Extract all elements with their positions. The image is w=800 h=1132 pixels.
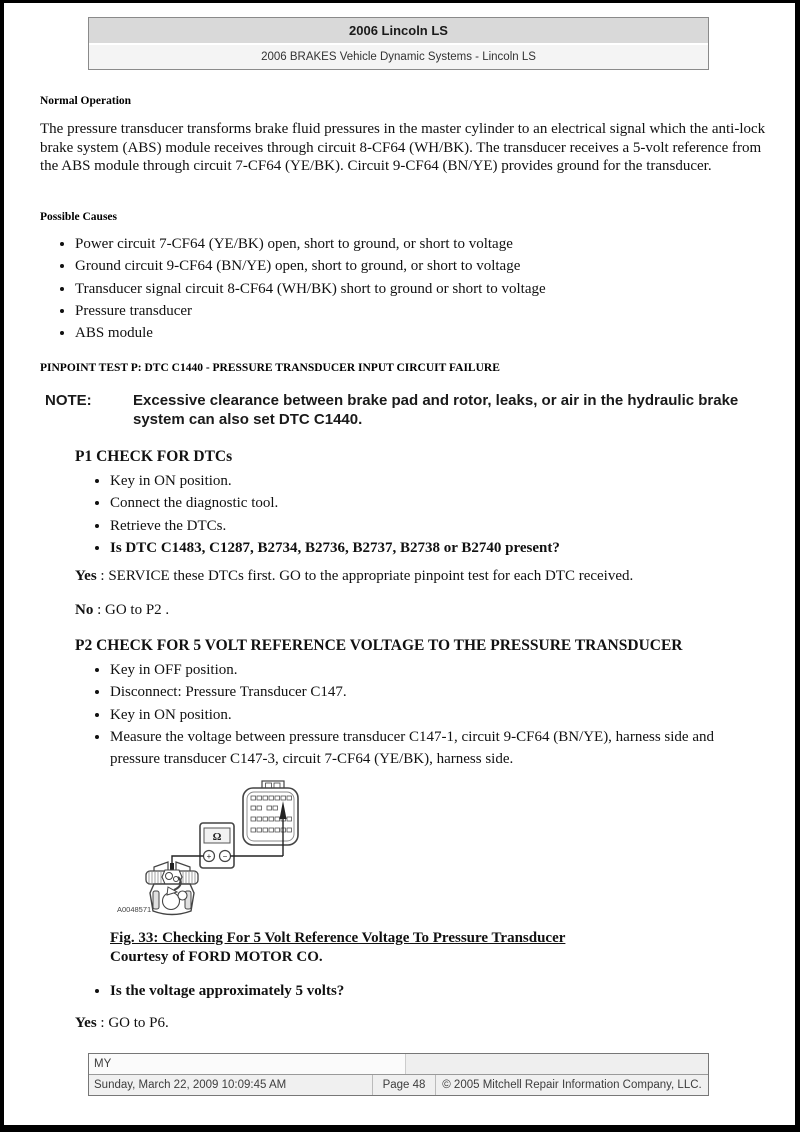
- figure-caption-block: [110, 930, 750, 966]
- footer-table: [88, 1053, 709, 1096]
- note-label: NOTE:: [45, 392, 92, 409]
- page-subtitle: 2006 BRAKES Vehicle Dynamic Systems - Lincoln LS: [89, 45, 708, 69]
- footer-datetime: Sunday, March 22, 2009 10:09:45 AM: [89, 1075, 373, 1095]
- yes-text: : GO to P6.: [96, 1015, 169, 1031]
- pinpoint-test-heading: PINPOINT TEST P: DTC C1440 - PRESSURE TRANSDUCER INPUT CIRCUIT FAILURE: [40, 362, 500, 374]
- connector-icon: [243, 781, 298, 845]
- multimeter-icon: [200, 823, 234, 868]
- minus-terminal-label: −: [222, 852, 228, 861]
- yes-label: Yes: [75, 568, 97, 584]
- p1-heading: P1 CHECK FOR DTCs: [75, 448, 233, 465]
- list-item: • Connect the diagnostic tool.: [110, 492, 770, 514]
- yes-text: : SERVICE these DTCs first. GO to the appropriate pinpoint test for each DTC received.: [96, 568, 634, 584]
- list-item: • Pressure transducer: [75, 300, 775, 322]
- list-item: • Ground circuit 9-CF64 (BN/YE) open, short to ground, or short to voltage: [75, 255, 775, 277]
- list-item: • Disconnect: Pressure Transducer C147.: [110, 681, 765, 703]
- footer-my-cell: MY: [89, 1054, 406, 1074]
- list-item: • Transducer signal circuit 8-CF64 (WH/BK) short to ground or short to voltage: [75, 278, 775, 300]
- list-item: • Retrieve the DTCs.: [110, 515, 770, 537]
- no-label: No: [75, 602, 94, 618]
- list-item: • ABS module: [75, 322, 775, 344]
- p2-heading: P2 CHECK FOR 5 VOLT REFERENCE VOLTAGE TO THE PRESSURE TRANSDUCER: [75, 637, 683, 654]
- plus-terminal-label: +: [206, 852, 212, 861]
- p2-yes-line: [75, 1015, 169, 1032]
- normal-operation-body: The pressure transducer transforms brake fluid pressures in the master cylinder to an electrical signal which the anti-lock brake system (ABS) module receives through circuit 8-CF64 (WH/BK). The transducer receives a 5-volt reference from the ABS module through circuit 7-CF64 (YE/BK). Circuit 9-CF64 (BN/YE) provides ground for the transducer.: [40, 121, 766, 175]
- p1-yes-line: [75, 568, 633, 585]
- pressure-transducer-icon: [146, 862, 198, 915]
- p1-steps-list: [75, 470, 770, 559]
- list-item: • Key in ON position.: [110, 470, 770, 492]
- p2-steps-list: [75, 659, 765, 770]
- p2-question: • Is the voltage approximately 5 volts?: [110, 980, 750, 1002]
- ohm-symbol: Ω: [212, 831, 222, 843]
- note-text: Excessive clearance between brake pad and rotor, leaks, or air in the hydraulic brake system can also set DTC C1440.: [133, 392, 739, 428]
- possible-causes-heading: Possible Causes: [40, 211, 117, 223]
- p1-no-line: [75, 602, 169, 619]
- list-item: • Measure the voltage between pressure transducer C147-1, circuit 9-CF64 (BN/YE), harness side and pressure transducer C147-3, circuit 7-CF64 (YE/BK), harness side.: [110, 726, 765, 771]
- figure-caption: Fig. 33: Checking For 5 Volt Reference Voltage To Pressure Transducer: [110, 930, 566, 946]
- list-item: • Power circuit 7-CF64 (YE/BK) open, short to ground, or short to voltage: [75, 233, 775, 255]
- header-banner: [88, 17, 709, 70]
- list-item: • Key in ON position.: [110, 704, 765, 726]
- page-title: 2006 Lincoln LS: [89, 18, 708, 45]
- no-text: : GO to P2 .: [93, 602, 170, 618]
- normal-operation-heading: Normal Operation: [40, 95, 132, 107]
- footer-empty-cell: [406, 1054, 708, 1074]
- figure-courtesy: Courtesy of FORD MOTOR CO.: [110, 949, 323, 965]
- footer-page-number: Page 48: [373, 1075, 436, 1095]
- list-item: • Key in OFF position.: [110, 659, 765, 681]
- p1-question: • Is DTC C1483, C1287, B2734, B2736, B2737, B2738 or B2740 present?: [110, 537, 770, 559]
- figure-33-diagram: [110, 775, 320, 927]
- note-block: [45, 391, 739, 429]
- footer-copyright: © 2005 Mitchell Repair Information Company, LLC.: [442, 1079, 702, 1091]
- figure-image-label: A0048571: [117, 905, 152, 914]
- footer-row-1: [89, 1054, 708, 1075]
- p2-question-list: [75, 980, 750, 1002]
- yes-label: Yes: [75, 1015, 97, 1031]
- possible-causes-list: [40, 233, 775, 344]
- footer-row-2: [89, 1075, 708, 1095]
